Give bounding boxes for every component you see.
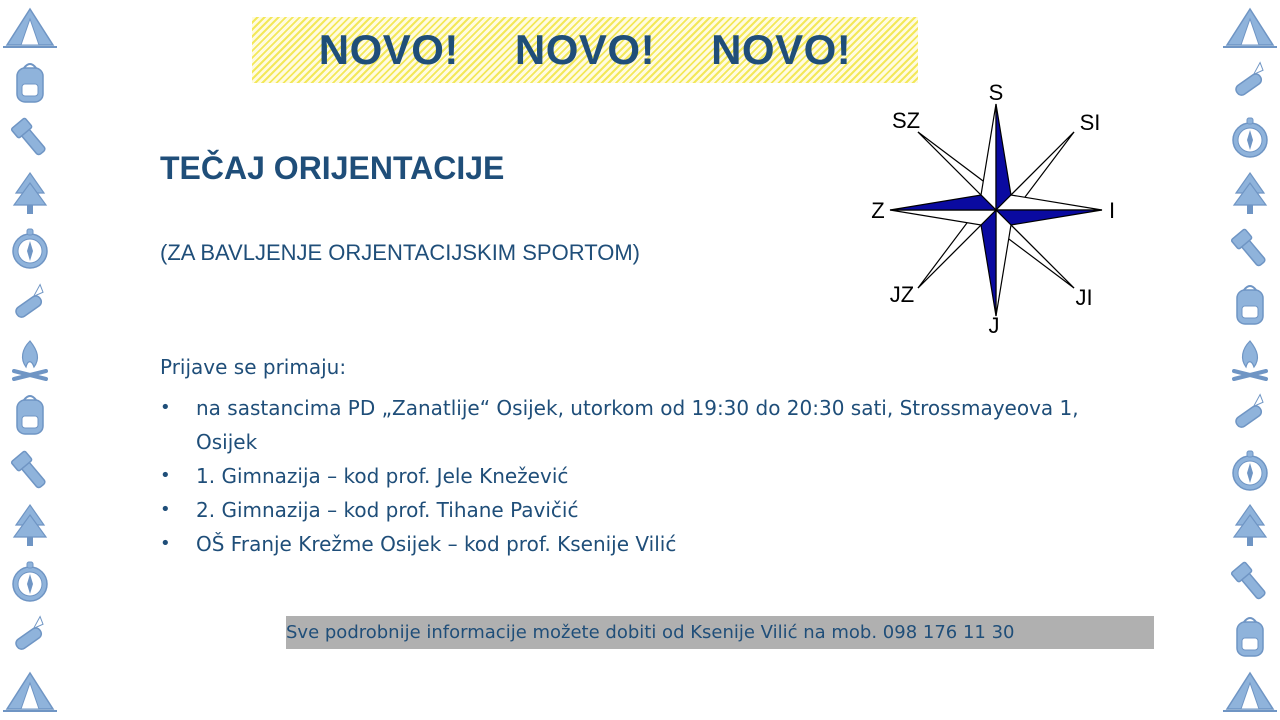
registration-list [160,391,1120,561]
banner-word: NOVO! [711,26,852,73]
compass-point-w [890,210,996,225]
flashlight-icon [10,115,50,161]
list-item [160,459,1120,493]
campfire-icon [1228,337,1272,383]
compass-label-s: J [988,313,1000,338]
tent-icon [3,5,57,51]
list-item-text: 2. Gimnazija – kod prof. Tihane Pavičić [196,498,579,522]
compass-point-e [996,210,1102,225]
backpack-icon [1230,614,1270,660]
bullet-icon: • [160,533,171,554]
compass-icon [1230,115,1270,161]
compass-label-nw: SZ [891,108,921,133]
compass-rose-icon [862,78,1120,340]
compass-label-ne: SI [1079,110,1101,135]
banner-word: NOVO! [318,26,459,73]
bullet-icon: • [160,397,171,418]
compass-point-n [996,104,1011,210]
right-decorative-border [1220,0,1280,720]
tree-icon [10,171,50,217]
registration-heading: Prijave se primaju: [160,355,347,379]
list-item [160,391,1120,459]
compass-label-e: I [1108,198,1116,223]
knife-icon [8,282,52,328]
compass-point-s [996,210,1011,316]
bullet-icon: • [160,499,171,520]
list-item-text: na sastancima PD „Zanatlije“ Osijek, utorkom od 19:30 do 20:30 sati, Strossmayeova 1, Osijek [196,396,1079,454]
backpack-icon [1230,282,1270,328]
page-title: TEČAJ ORIJENTACIJE [160,150,505,186]
compass-label-w: Z [871,198,885,223]
backpack-icon [10,60,50,106]
compass-point-s [981,210,996,316]
compass-label-n: S [988,80,1004,105]
list-item [160,527,1120,561]
compass-icon [10,559,50,605]
knife-icon [8,614,52,660]
flashlight-icon [10,448,50,494]
compass-point-n [981,104,996,210]
knife-icon [1228,392,1272,438]
tent-icon [1223,5,1277,51]
tent-icon [1223,669,1277,715]
list-item-text: 1. Gimnazija – kod prof. Jele Knežević [196,464,569,488]
knife-icon [1228,60,1272,106]
contact-info: Sve podrobnije informacije možete dobiti od Ksenije Vilić na mob. 098 176 11 30 [286,616,1154,649]
tree-icon [1230,503,1270,549]
campfire-icon [8,337,52,383]
compass-icon [1230,448,1270,494]
list-item-text: OŠ Franje Krežme Osijek – kod prof. Ksenije Vilić [196,532,677,556]
tree-icon [1230,171,1270,217]
compass-point-e [996,195,1102,210]
banner-word: NOVO! [514,26,656,73]
novo-banner [252,17,918,83]
left-decorative-border [0,0,60,720]
compass-label-se: JI [1075,285,1093,310]
compass-icon [10,226,50,272]
tree-icon [10,503,50,549]
compass-label-sw: JZ [889,282,915,307]
tent-icon [3,669,57,715]
flashlight-icon [1230,559,1270,605]
list-item [160,493,1120,527]
compass-point-w [890,195,996,210]
backpack-icon [10,392,50,438]
bullet-icon: • [160,465,171,486]
flashlight-icon [1230,226,1270,272]
subtitle: (ZA BAVLJENJE ORJENTACIJSKIM SPORTOM) [160,240,641,265]
